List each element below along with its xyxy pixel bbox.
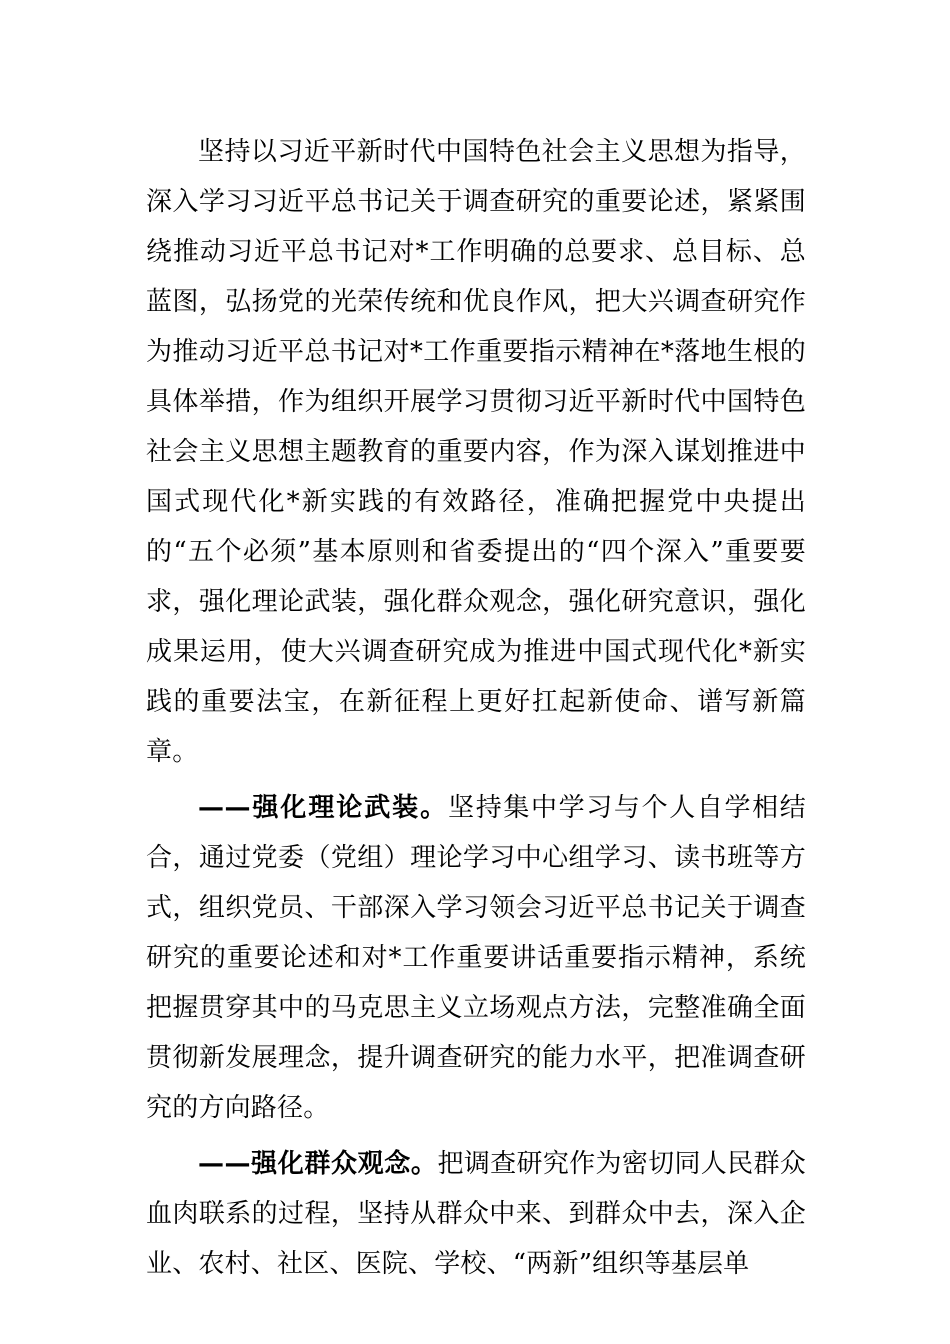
paragraph-intro: [146, 127, 806, 777]
paragraph-text: 坚持以习近平新时代中国特色社会主义思想为指导，深入学习习近平总书记关于调查研究的重要论述，紧紧围绕推动习近平总书记对*工作明确的总要求、总目标、总蓝图，弘扬党的光荣传统和优良作风，把大兴调查研究作为推动习近平总书记对*工作重要指示精神在*落地生根的具体举措，作为组织开展学习贯彻习近平新时代中国特色社会主义思想主题教育的重要内容，作为深入谋划推进中国式现代化*新实践的有效路径，准确把握党中央提出的“五个必须”基本原则和省委提出的“四个深入”重要要求，强化理论武装，强化群众观念，强化研究意识，强化成果运用，使大兴调查研究成为推进中国式现代化*新实践的重要法宝，在新征程上更好扛起新使命、谱写新篇章。: [146, 137, 806, 767]
paragraph-text: 坚持集中学习与个人自学相结合，通过党委（党组）理论学习中心组学习、读书班等方式，组织党员、干部深入学习领会习近平总书记关于调查研究的重要论述和对*工作重要讲话重要指示精神，系统把握贯穿其中的马克思主义立场观点方法，完整准确全面贯彻新发展理念，提升调查研究的能力水平，把准调查研究的方向路径。: [146, 793, 806, 1123]
paragraph-text: 把调查研究作为密切同人民群众血肉联系的过程，坚持从群众中来、到群众中去，深入企业、农村、社区、医院、学校、“两新”组织等基层单: [146, 1149, 806, 1279]
paragraph-lead: ——强化理论武装。: [198, 793, 449, 823]
paragraph-lead: ——强化群众观念。: [198, 1149, 438, 1179]
document-body: [146, 127, 806, 1289]
paragraph-theory-armament: [146, 783, 806, 1133]
paragraph-mass-awareness: [146, 1139, 806, 1289]
